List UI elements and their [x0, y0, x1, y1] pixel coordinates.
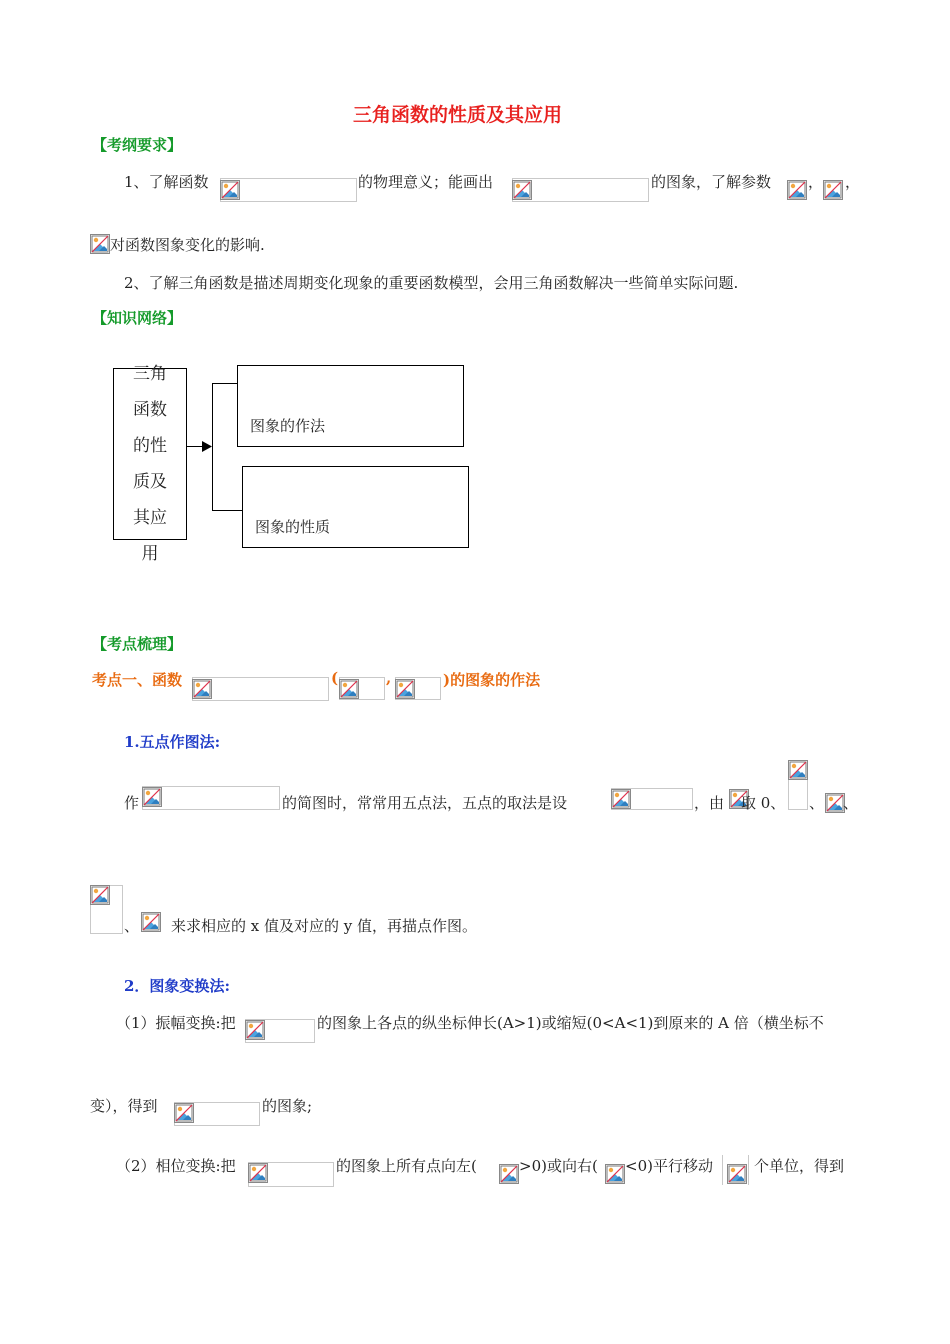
text-t1d: 的图象;: [262, 1097, 313, 1115]
subheading-transformation: 2．图象变换法:: [124, 977, 230, 995]
broken-image-icon: [787, 180, 807, 200]
broken-image-icon: [248, 1163, 268, 1183]
broken-image-icon: [727, 1164, 747, 1184]
diagram-root-line: 三角: [133, 364, 167, 384]
formula-blank: [142, 786, 280, 810]
diagram-bracket-top: [212, 383, 237, 384]
broken-image-icon: [220, 180, 240, 200]
text-s1c: ，由: [694, 794, 725, 812]
broken-image-icon: [142, 787, 162, 807]
section-heading-requirements: 【考纲要求】: [92, 136, 183, 154]
diagram-bracket-vertical: [212, 383, 213, 510]
diagram-root-line: 的性: [133, 436, 167, 456]
text-p1a: 1、了解函数: [124, 173, 209, 191]
key-point-1-comma: ,: [386, 669, 392, 687]
section-heading-network: 【知识网络】: [92, 309, 183, 327]
broken-image-icon: [395, 679, 415, 699]
broken-image-icon: [174, 1103, 194, 1123]
formula-blank: [220, 178, 357, 202]
diagram-root-line: 质及: [133, 472, 167, 492]
text-t2b: 的图象上所有点向左(: [336, 1157, 477, 1175]
text-t2c: >0)或向右(: [519, 1157, 598, 1175]
diagram-arrowhead: [202, 441, 212, 452]
text-t2d: <0)平行移动: [625, 1157, 713, 1175]
diagram-bracket-bottom: [212, 510, 242, 511]
broken-image-icon: [611, 789, 631, 809]
text-s1g: 、: [124, 917, 140, 935]
text-s1d: 取 0、: [741, 794, 786, 812]
key-point-1-paren-open: (: [331, 669, 339, 687]
text-s1h: 来求相应的 x 值及对应的 y 值，再描点作图。: [171, 917, 478, 935]
broken-image-icon: [825, 793, 845, 813]
diagram-branch-label-1: 图象的作法: [250, 417, 326, 435]
broken-image-icon: [499, 1164, 519, 1184]
text-t1b: 的图象上各点的纵坐标伸长(A>1)或缩短(0<A<1)到原来的 A 倍（横坐标不: [317, 1014, 824, 1032]
broken-image-icon: [788, 760, 808, 780]
broken-image-icon: [192, 679, 212, 699]
text-p1b: 的物理意义；能画出: [358, 173, 494, 191]
broken-image-icon: [90, 234, 110, 254]
diagram-root-line: 函数: [133, 400, 167, 420]
broken-image-icon: [605, 1164, 625, 1184]
text-p1d: ，: [808, 173, 824, 191]
text-p1e: ，: [845, 173, 861, 191]
formula-blank: [192, 677, 329, 701]
formula-blank: [512, 178, 649, 202]
broken-image-icon: [141, 912, 161, 932]
diagram-root-line: 用: [141, 544, 159, 564]
subheading-five-point: 1.五点作图法:: [124, 733, 221, 751]
text-s1f: 、: [843, 794, 859, 812]
text-t1a: （1）振幅变换:把: [116, 1014, 236, 1032]
text-p1f: 对函数图象变化的影响.: [110, 236, 265, 254]
text-s1a: 作: [124, 794, 140, 812]
key-point-1-suffix: )的图象的作法: [443, 671, 541, 689]
broken-image-icon: [245, 1020, 265, 1040]
text-s1b: 的简图时，常常用五点法，五点的取法是设: [282, 794, 568, 812]
text-p2: 2、了解三角函数是描述周期变化现象的重要函数模型，会用三角函数解决一些简单实际问题.: [124, 274, 739, 292]
diagram-root-line: 其应: [133, 508, 167, 528]
diagram-branch-label-2: 图象的性质: [255, 518, 331, 536]
text-t1c: 变），得到: [90, 1097, 158, 1115]
broken-image-icon: [823, 180, 843, 200]
page-title: 三角函数的性质及其应用: [353, 104, 563, 126]
text-t2a: （2）相位变换:把: [116, 1157, 236, 1175]
text-s1e: 、: [809, 794, 825, 812]
broken-image-icon: [90, 885, 110, 905]
key-point-1-prefix: 考点一、函数: [92, 671, 183, 689]
text-p1c: 的图象，了解参数: [651, 173, 772, 191]
broken-image-icon: [512, 180, 532, 200]
text-t2e: 个单位，得到: [754, 1157, 845, 1175]
broken-image-icon: [339, 679, 359, 699]
section-heading-key-points: 【考点梳理】: [92, 635, 183, 653]
